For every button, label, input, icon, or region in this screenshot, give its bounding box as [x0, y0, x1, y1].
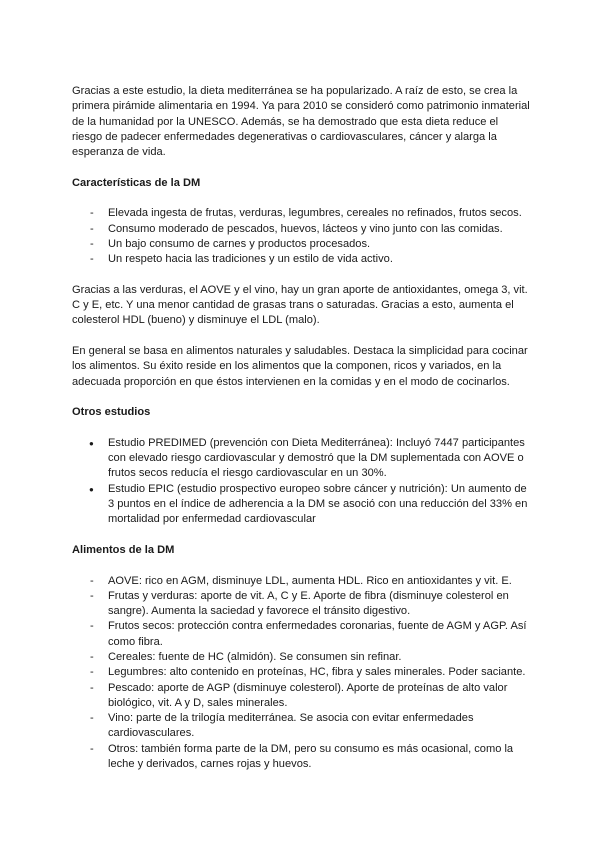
list-item: - Consumo moderado de pescados, huevos, lácteos y vino junto con las comidas. — [72, 222, 530, 237]
list-item: - Un bajo consumo de carnes y productos procesados. — [72, 237, 530, 252]
list-item: ● Estudio PREDIMED (prevención con Dieta Mediterránea): Incluyó 7447 participantes con elevado riesgo cardiovascular y demostró que la DM suplementada con AOVE o frutos secos reducía el riesgo cardiovascular en un 30%. — [72, 436, 530, 482]
list-item: - Un respeto hacia las tradiciones y un estilo de vida activo. — [72, 252, 530, 267]
caracteristicas-heading: Características de la DM — [72, 176, 201, 189]
antioxidantes-paragraph: Gracias a las verduras, el AOVE y el vino, hay un gran aporte de antioxidantes, omega 3, vit. C y E, etc. Y una menor cantidad de grasas trans o saturadas. Gracias a esto, aumenta el colesterol HDL (bueno) y disminuye el LDL (malo). — [72, 283, 528, 327]
list-item: - Otros: también forma parte de la DM, pero su consumo es más ocasional, como la leche y derivados, carnes rojas y huevos. — [72, 742, 530, 773]
alimentos-heading: Alimentos de la DM — [72, 543, 175, 556]
list-item: - Cereales: fuente de HC (almidón). Se consumen sin refinar. — [72, 650, 530, 665]
list-item: ● Estudio EPIC (estudio prospectivo europeo sobre cáncer y nutrición): Un aumento de 3 puntos en el índice de adherencia a la DM se asoció con una reducción del 33% en mortalidad por enfermedad cardiovascular — [72, 482, 530, 528]
alimentos-list — [72, 574, 530, 773]
list-item: - Frutas y verduras: aporte de vit. A, C y E. Aporte de fibra (disminuye colesterol en sangre). Aumenta la saciedad y favorece el tránsito digestivo. — [72, 589, 530, 620]
otros-estudios-list — [72, 436, 530, 528]
intro-paragraph: Gracias a este estudio, la dieta mediterránea se ha popularizado. A raíz de esto, se crea la primera pirámide alimentaria en 1994. Ya para 2010 se consideró como patrimonio inmaterial de la humanidad por la UNESCO. Además, se ha demostrado que esta dieta reduce el riesgo de padecer enfermedades degenerativas o cardiovasculares, cáncer y alarga la esperanza de vida. — [72, 85, 530, 159]
list-item: - Pescado: aporte de AGP (disminuye colesterol). Aporte de proteínas de alto valor biológico, vit. A y D, sales minerales. — [72, 681, 530, 712]
otros-estudios-heading: Otros estudios — [72, 406, 151, 419]
list-item: - Elevada ingesta de frutas, verduras, legumbres, cereales no refinados, frutos secos. — [72, 206, 530, 221]
list-item: - AOVE: rico en AGM, disminuye LDL, aumenta HDL. Rico en antioxidantes y vit. E. — [72, 574, 530, 589]
list-item: - Vino: parte de la trilogía mediterránea. Se asocia con evitar enfermedades cardiovasculares. — [72, 711, 530, 742]
list-item: - Legumbres: alto contenido en proteínas, HC, fibra y sales minerales. Poder saciante. — [72, 665, 530, 680]
caracteristicas-list — [72, 206, 530, 267]
list-item: - Frutos secos: protección contra enfermedades coronarias, fuente de AGM y AGP. Así como fibra. — [72, 619, 530, 650]
general-paragraph: En general se basa en alimentos naturales y saludables. Destaca la simplicidad para cocinar los alimentos. Su éxito reside en los alimentos que la componen, ricos y variados, en la adecuada proporción en que éstos intervienen en la comidas y en el modo de cocinarlos. — [72, 345, 528, 388]
